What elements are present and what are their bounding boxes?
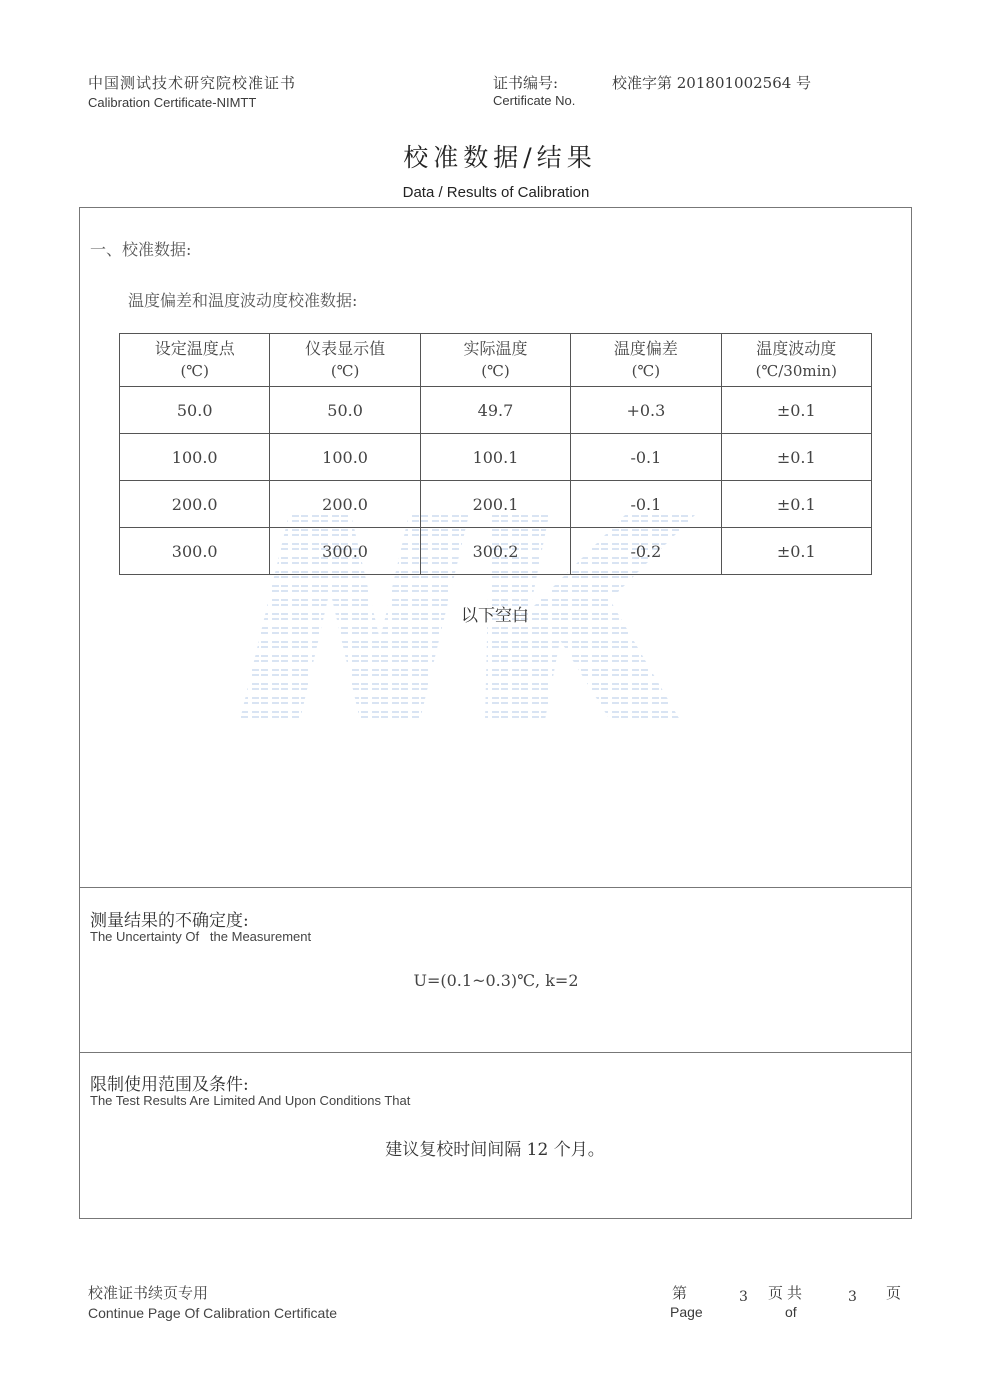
page-label-di: 第 xyxy=(672,1284,688,1302)
header-label: 设定温度点 xyxy=(154,339,235,358)
table-row xyxy=(120,434,872,481)
org-name-en: Calibration Certificate-NIMTT xyxy=(88,95,257,110)
page-label-en: Page xyxy=(670,1304,703,1320)
section-divider-uncertainty xyxy=(79,887,912,888)
table-cell: 50.0 xyxy=(120,387,270,434)
page-title-cn: 校准数据/结果 xyxy=(403,143,597,172)
table-header-row xyxy=(120,334,872,387)
header-label: 实际温度 xyxy=(463,339,528,358)
cert-number: 校准字第 201801002564 号 xyxy=(612,74,812,92)
table-cell: 300.2 xyxy=(420,528,570,575)
footer-label-en: Continue Page Of Calibration Certificate xyxy=(88,1305,338,1321)
uncertainty-heading-cn: 测量结果的不确定度: xyxy=(90,911,249,931)
table-cell: 100.0 xyxy=(120,434,270,481)
page-title-en: Data / Results of Calibration xyxy=(402,184,590,201)
table-cell: -0.1 xyxy=(571,481,721,528)
table-cell: 300.0 xyxy=(120,528,270,575)
table-cell: -0.1 xyxy=(571,434,721,481)
limits-heading-en: The Test Results Are Limited And Upon Conditions That xyxy=(90,1093,411,1108)
table-cell: ±0.1 xyxy=(721,528,871,575)
calibration-data-table xyxy=(119,333,872,575)
page-label-ye: 页 xyxy=(886,1284,902,1302)
page-number: 3 xyxy=(739,1289,748,1305)
footer-label-cn: 校准证书续页专用 xyxy=(88,1284,209,1302)
uncertainty-heading-en: The Uncertainty Of the Measurement xyxy=(90,929,312,944)
section-heading-calibration-data: 一、校准数据: xyxy=(90,240,192,259)
table-cell: 200.0 xyxy=(120,481,270,528)
table-cell: -0.2 xyxy=(571,528,721,575)
table-cell: 300.0 xyxy=(270,528,420,575)
org-name-cn: 中国测试技术研究院校准证书 xyxy=(88,74,297,92)
section-divider-limits xyxy=(79,1052,912,1053)
page-label-ye-gong: 页共 xyxy=(768,1284,807,1302)
cert-label-cn: 证书编号: xyxy=(493,74,559,92)
header-unit: (℃) xyxy=(180,362,209,380)
blank-below-note: 以下空白 xyxy=(461,606,529,626)
table-row xyxy=(120,528,872,575)
header-unit: (℃) xyxy=(330,362,360,380)
header-label: 温度波动度 xyxy=(756,339,837,358)
table-cell: ±0.1 xyxy=(721,434,871,481)
table-cell: +0.3 xyxy=(571,387,721,434)
cert-label-en: Certificate No. xyxy=(493,93,576,108)
table-cell: 200.0 xyxy=(270,481,420,528)
table-cell: 200.1 xyxy=(420,481,570,528)
page-total: 3 xyxy=(848,1289,857,1305)
section-subheading: 温度偏差和温度波动度校准数据: xyxy=(128,291,358,310)
table-header-cell xyxy=(420,334,570,387)
uncertainty-value: U=(0.1~0.3)℃, k=2 xyxy=(413,971,579,990)
table-cell: 50.0 xyxy=(270,387,420,434)
header-unit: (℃) xyxy=(481,362,510,380)
table-cell: 49.7 xyxy=(420,387,570,434)
table-header-cell xyxy=(571,334,721,387)
table-row xyxy=(120,481,872,528)
header-label: 温度偏差 xyxy=(613,339,678,358)
table-cell: ±0.1 xyxy=(721,387,871,434)
table-header-cell xyxy=(120,334,270,387)
header-label: 仪表显示值 xyxy=(305,339,386,358)
table-row xyxy=(120,387,872,434)
header-unit: (℃) xyxy=(631,362,661,380)
header-unit: (℃/30min) xyxy=(755,362,837,380)
limits-heading-cn: 限制使用范围及条件: xyxy=(90,1075,249,1095)
table-cell: 100.0 xyxy=(270,434,420,481)
limits-value: 建议复校时间间隔 12 个月。 xyxy=(385,1140,605,1160)
table-header-cell xyxy=(270,334,420,387)
table-header-cell xyxy=(721,334,871,387)
table-cell: 100.1 xyxy=(420,434,570,481)
table-cell: ±0.1 xyxy=(721,481,871,528)
page-label-of: of xyxy=(785,1304,797,1320)
